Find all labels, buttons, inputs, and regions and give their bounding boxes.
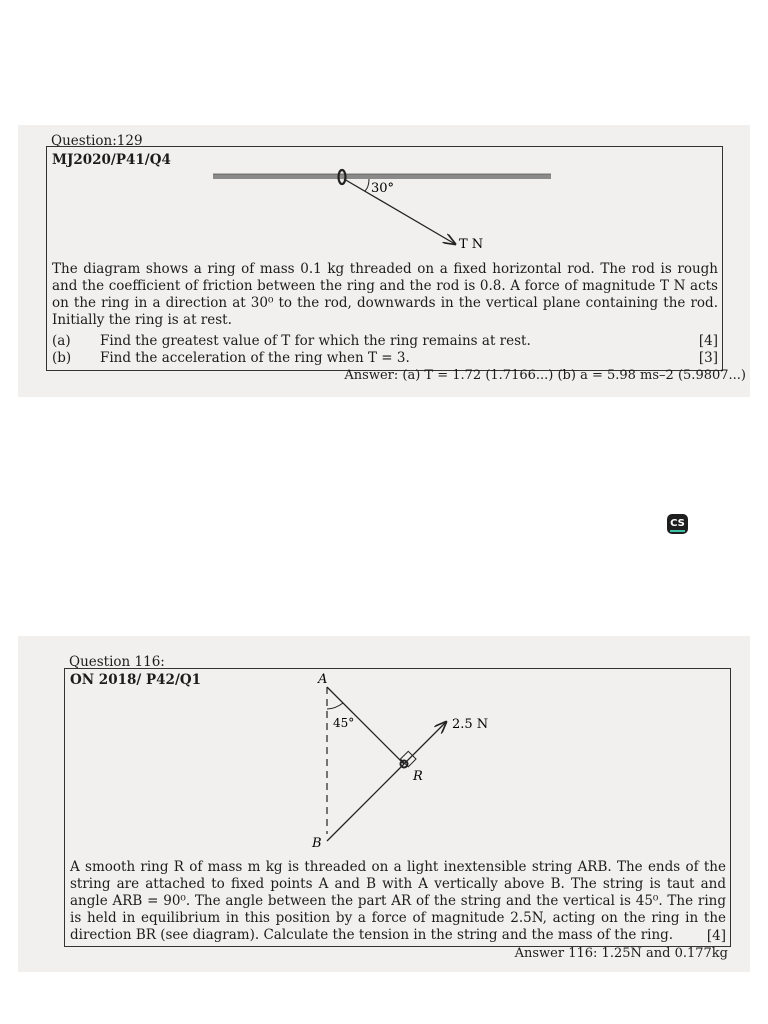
point-b-label: B [312,836,322,851]
part-b [52,350,718,367]
ring-rod-diagram [47,147,722,257]
angle-label: 45° [333,716,355,730]
force-arrow [344,179,455,244]
force-label: 2.5 N [452,717,489,732]
part-marks: [4] [698,333,718,349]
angle-arc [327,703,343,709]
part-label: (b) [52,350,72,366]
question-129-sheet [18,125,750,397]
camscanner-logo: CS [667,514,688,534]
question-box [64,668,731,947]
part-label: (a) [52,333,71,349]
question-box [46,146,723,371]
question-text [70,859,726,944]
angle-arc [365,179,369,191]
question-116-sheet [18,636,750,972]
answer-text: Answer 116: 1.25N and 0.177kg [514,946,728,961]
angle-label: 30° [371,181,395,196]
question-code: MJ2020/P41/Q4 [52,152,171,168]
part-a [52,333,718,350]
question-marks: [4] [706,928,726,944]
part-marks: [3] [698,350,718,366]
ring-string-diagram [65,669,730,859]
part-text: Find the acceleration of the ring when T = 3. [100,350,410,366]
force-arrow [404,722,446,764]
part-text: Find the greatest value of T for which the ring remains at rest. [100,333,531,349]
string-rb [327,764,404,841]
question-label: Question 116: [69,654,165,670]
point-a-label: A [318,672,328,687]
force-label: T N [459,237,484,252]
point-r-label: R [413,769,423,784]
question-text-body: A smooth ring R of mass m kg is threaded on a light inextensible string ARB. The ends of the string are attached to fixed points A and B with A vertically above B. The string is taut and angle ARB = 90⁰. The angle between the part AR of the string and the vertical is 45⁰. The ring is held in equilibrium in this position by a force of magnitude 2.5N, acting on the ring in the direction BR (see diagram). Calculate the tension in the string and the mass of the ring. [70,859,726,943]
question-label: Question:129 [51,133,143,149]
question-text: The diagram shows a ring of mass 0.1 kg threaded on a fixed horizontal rod. The rod is rough and the coefficient of friction between the ring and the rod is 0.8. A force of magnitude T N acts on the ring in a direction at 30⁰ to the rod, downwards in the vertical plane containing the rod. Initially the ring is at rest. [52,261,718,328]
answer-text: Answer: (a) T = 1.72 (1.7166...) (b) a = 5.98 ms–2 (5.9807...) [344,368,746,383]
question-code: ON 2018/ P42/Q1 [70,672,202,688]
horizontal-rod [213,174,551,179]
